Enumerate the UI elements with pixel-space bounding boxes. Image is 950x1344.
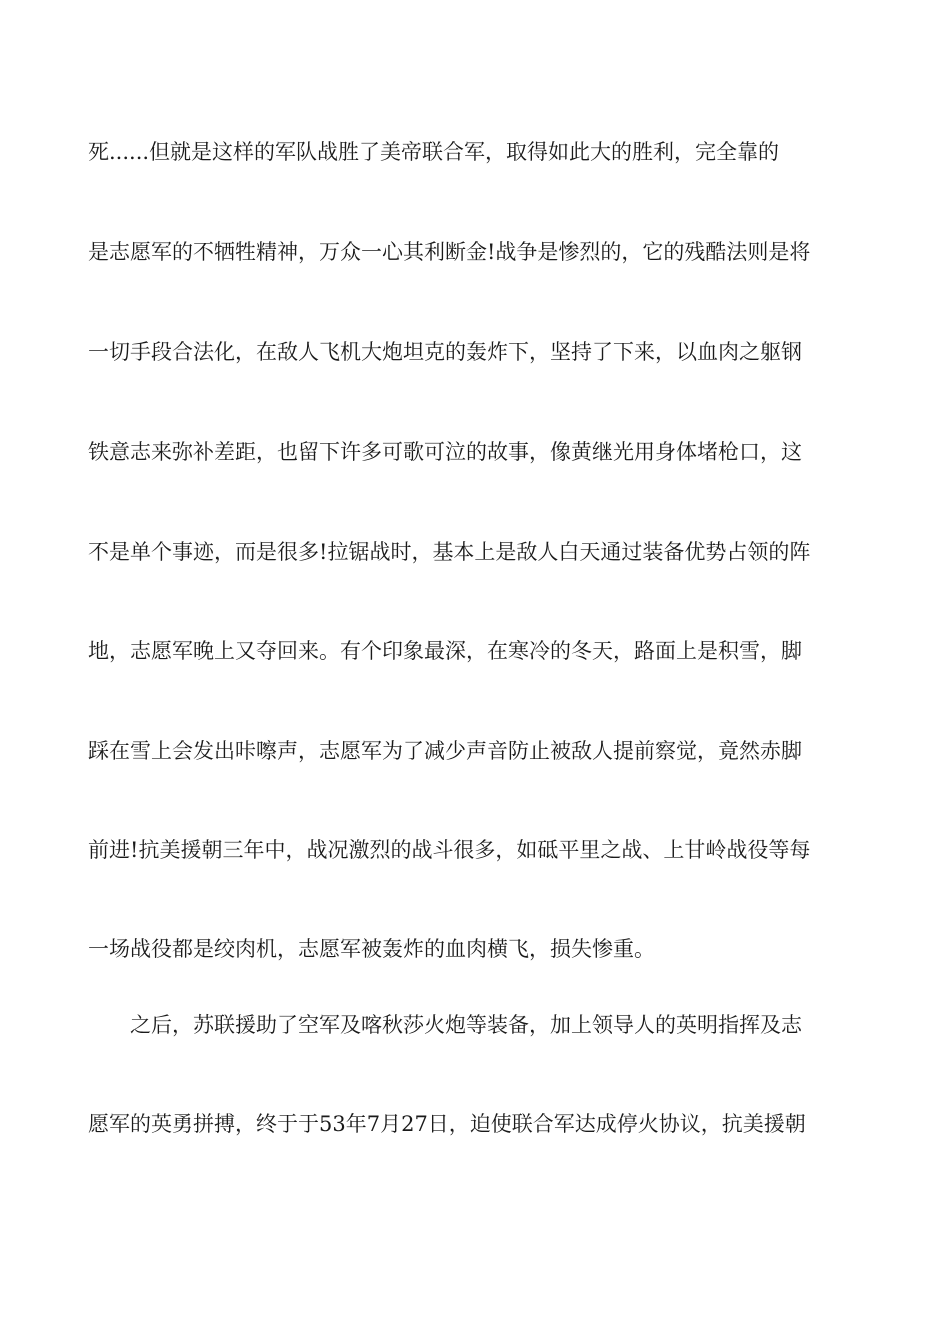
text-line-11: 愿军的英勇拼搏，终于于53年7月27日，迫使联合军达成停火协议，抗美援朝: [88, 1112, 806, 1136]
text-line-9: 一场战役都是绞肉机，志愿军被轰炸的血肉横飞，损失惨重。: [88, 937, 655, 961]
text-line-2: 是志愿军的不牺牲精神，万众一心其利断金!战争是惨烈的，它的残酷法则是将: [88, 240, 811, 264]
text-line-1: 死......但就是这样的军队战胜了美帝联合军，取得如此大的胜利，完全靠的: [88, 140, 780, 164]
text-line-10-paragraph-start: 之后，苏联援助了空军及喀秋莎火炮等装备，加上领导人的英明指挥及志: [130, 1013, 802, 1037]
text-line-4: 铁意志来弥补差距，也留下许多可歌可泣的故事，像黄继光用身体堵枪口，这: [88, 440, 802, 464]
text-line-8: 前进!抗美援朝三年中，战况激烈的战斗很多，如砥平里之战、上甘岭战役等每: [88, 838, 811, 862]
text-line-3: 一切手段合法化，在敌人飞机大炮坦克的轰炸下，坚持了下来，以血肉之躯钢: [88, 340, 802, 364]
text-line-7: 踩在雪上会发出咔嚓声，志愿军为了减少声音防止被敌人提前察觉，竟然赤脚: [88, 739, 802, 763]
text-line-5: 不是单个事迹，而是很多!拉锯战时，基本上是敌人白天通过装备优势占领的阵: [88, 540, 811, 564]
text-line-6: 地，志愿军晚上又夺回来。有个印象最深，在寒冷的冬天，路面上是积雪，脚: [88, 639, 802, 663]
